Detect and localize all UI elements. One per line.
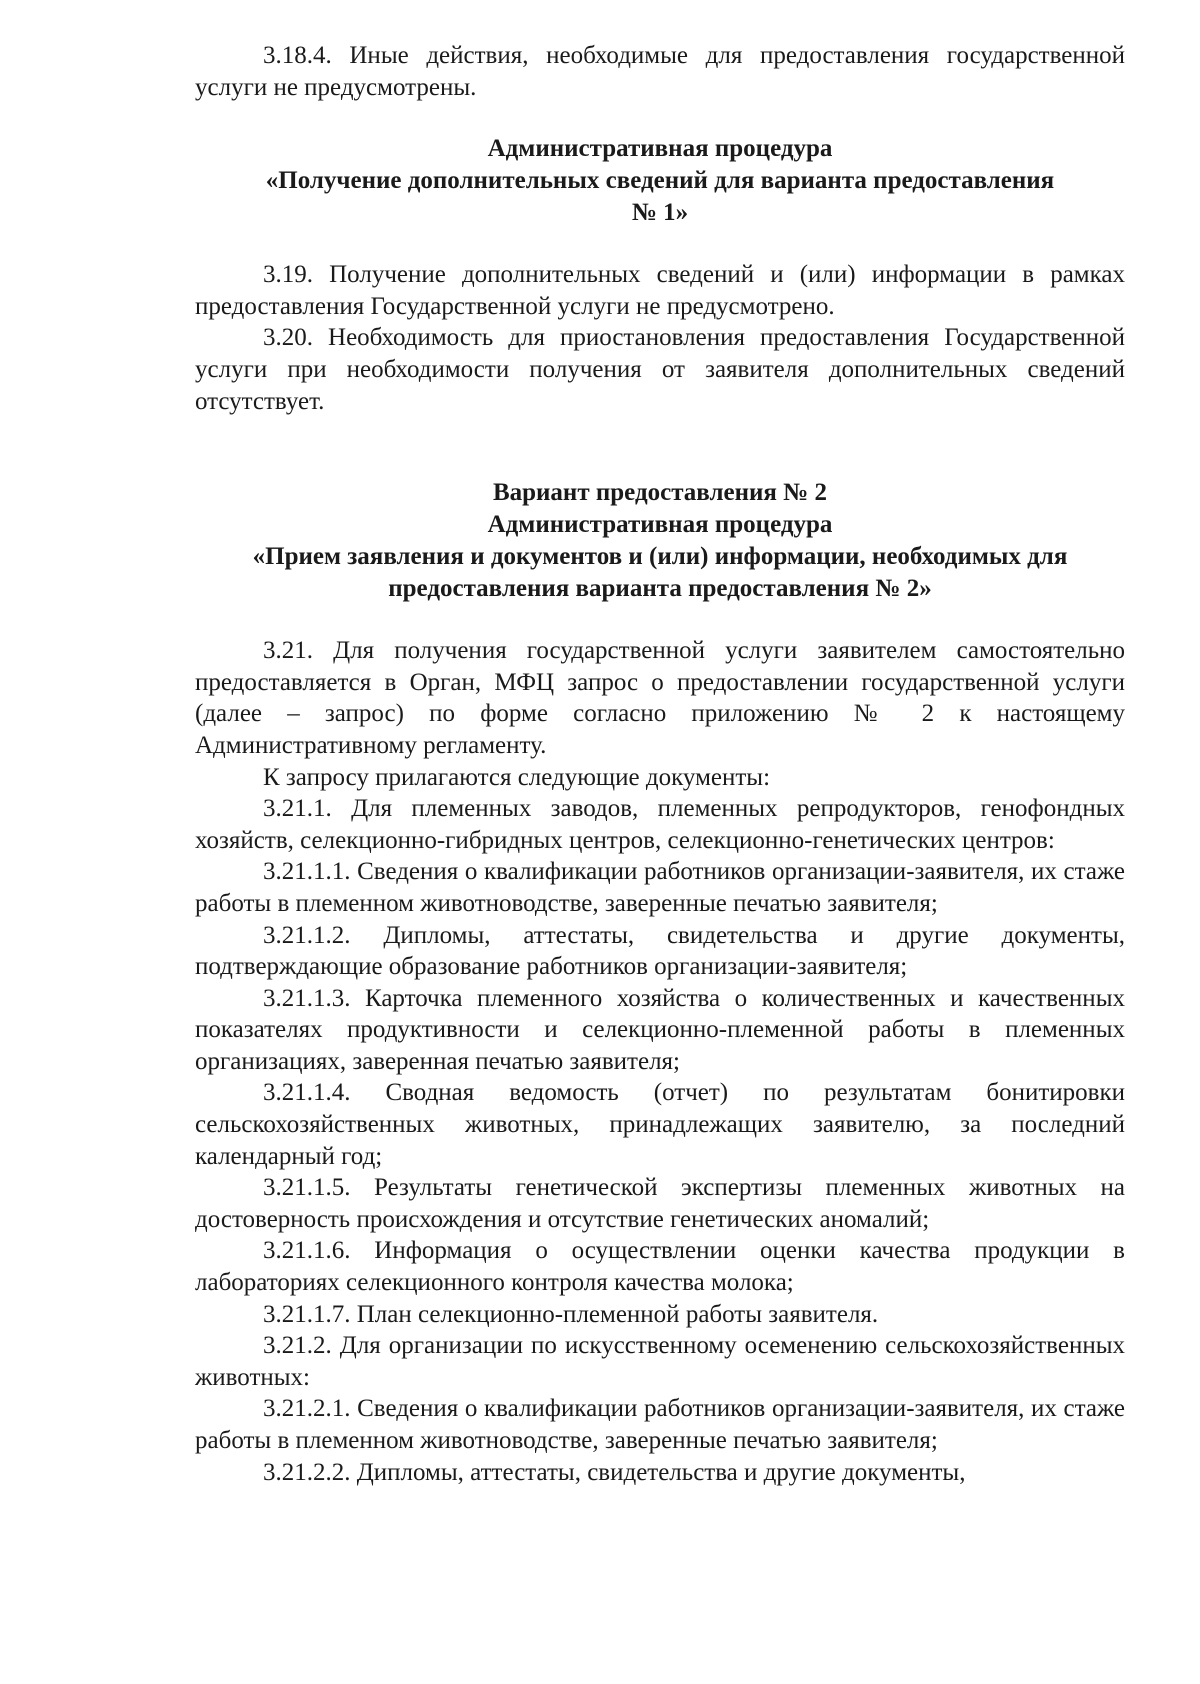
paragraph-3-21: 3.21. Для получения государственной услуги заявителем самостоятельно предоставляется в Орган, МФЦ запрос о предоставлении государственной услуги (далее – запрос) по форме согласно приложению № 2 к настоящему Административному регламенту. — [195, 637, 1125, 759]
paragraph-3-21-1-7: 3.21.1.7. План селекционно-племенной работы заявителя. — [263, 1300, 879, 1328]
paragraph-3-21-1-3: 3.21.1.3. Карточка племенного хозяйства о количественных и качественных показателях продуктивности и селекционно-племенной работы в племенных организациях, заверенная печатью заявителя; — [195, 984, 1125, 1075]
spacer — [195, 229, 1125, 259]
heading-line: «Получение дополнительных сведений для варианта предоставления — [265, 167, 1055, 195]
paragraph-3-21-2-1: 3.21.2.1. Сведения о квалификации работников организации-заявителя, их стаже работы в племенном животноводстве, заверенные печатью заявителя; — [195, 1395, 1125, 1454]
heading-variant-2 — [195, 477, 1125, 605]
spacer — [195, 417, 1125, 477]
spacer — [195, 103, 1125, 133]
paragraph-3-21-1: 3.21.1. Для племенных заводов, племенных репродукторов, генофондных хозяйств, селекционно-гибридных центров, селекционно-генетических центров: — [195, 795, 1125, 854]
paragraph-3-20: 3.20. Необходимость для приостановления предоставления Государственной услуги при необходимости получения от заявителя дополнительных сведений отсутствует. — [195, 324, 1125, 415]
heading-line: № 1» — [631, 199, 689, 227]
paragraph-3-18-4: 3.18.4. Иные действия, необходимые для предоставления государственной услуги не предусмотрены. — [195, 42, 1125, 101]
paragraph-3-21-2-2: 3.21.2.2. Дипломы, аттестаты, свидетельства и другие документы, — [263, 1458, 966, 1486]
heading-procedure-1 — [195, 133, 1125, 229]
heading-line: предоставления варианта предоставления № 2» — [388, 575, 932, 603]
paragraph-3-21-1-2: 3.21.1.2. Дипломы, аттестаты, свидетельства и другие документы, подтверждающие образование работников организации-заявителя; — [195, 921, 1125, 981]
paragraph-3-21-1-4: 3.21.1.4. Сводная ведомость (отчет) по результатам бонитировки сельскохозяйственных животных, принадлежащих заявителю, за последний календарный год; — [195, 1079, 1125, 1170]
paragraph-3-19: 3.19. Получение дополнительных сведений и (или) информации в рамках предоставления Государственной услуги не предусмотрено. — [195, 261, 1125, 320]
paragraph-3-21-2: 3.21.2. Для организации по искусственному осеменению сельскохозяйственных животных: — [195, 1332, 1125, 1391]
heading-line: Административная процедура — [487, 511, 833, 539]
paragraph-3-21-1-6: 3.21.1.6. Информация о осуществлении оценки качества продукции в лабораториях селекционного контроля качества молока; — [195, 1237, 1125, 1297]
paragraph-attachments: К запросу прилагаются следующие документы: — [263, 763, 771, 791]
heading-line: «Прием заявления и документов и (или) информации, необходимых для — [252, 543, 1068, 571]
document-page — [195, 40, 1125, 1488]
paragraph-3-21-1-5: 3.21.1.5. Результаты генетической экспертизы племенных животных на достоверность происхождения и отсутствие генетических аномалий; — [195, 1174, 1125, 1233]
paragraph-3-21-1-1: 3.21.1.1. Сведения о квалификации работников организации-заявителя, их стаже работы в племенном животноводстве, заверенные печатью заявителя; — [195, 858, 1125, 917]
heading-line: Административная процедура — [487, 135, 833, 163]
spacer — [195, 605, 1125, 635]
heading-line: Вариант предоставления № 2 — [492, 479, 828, 507]
